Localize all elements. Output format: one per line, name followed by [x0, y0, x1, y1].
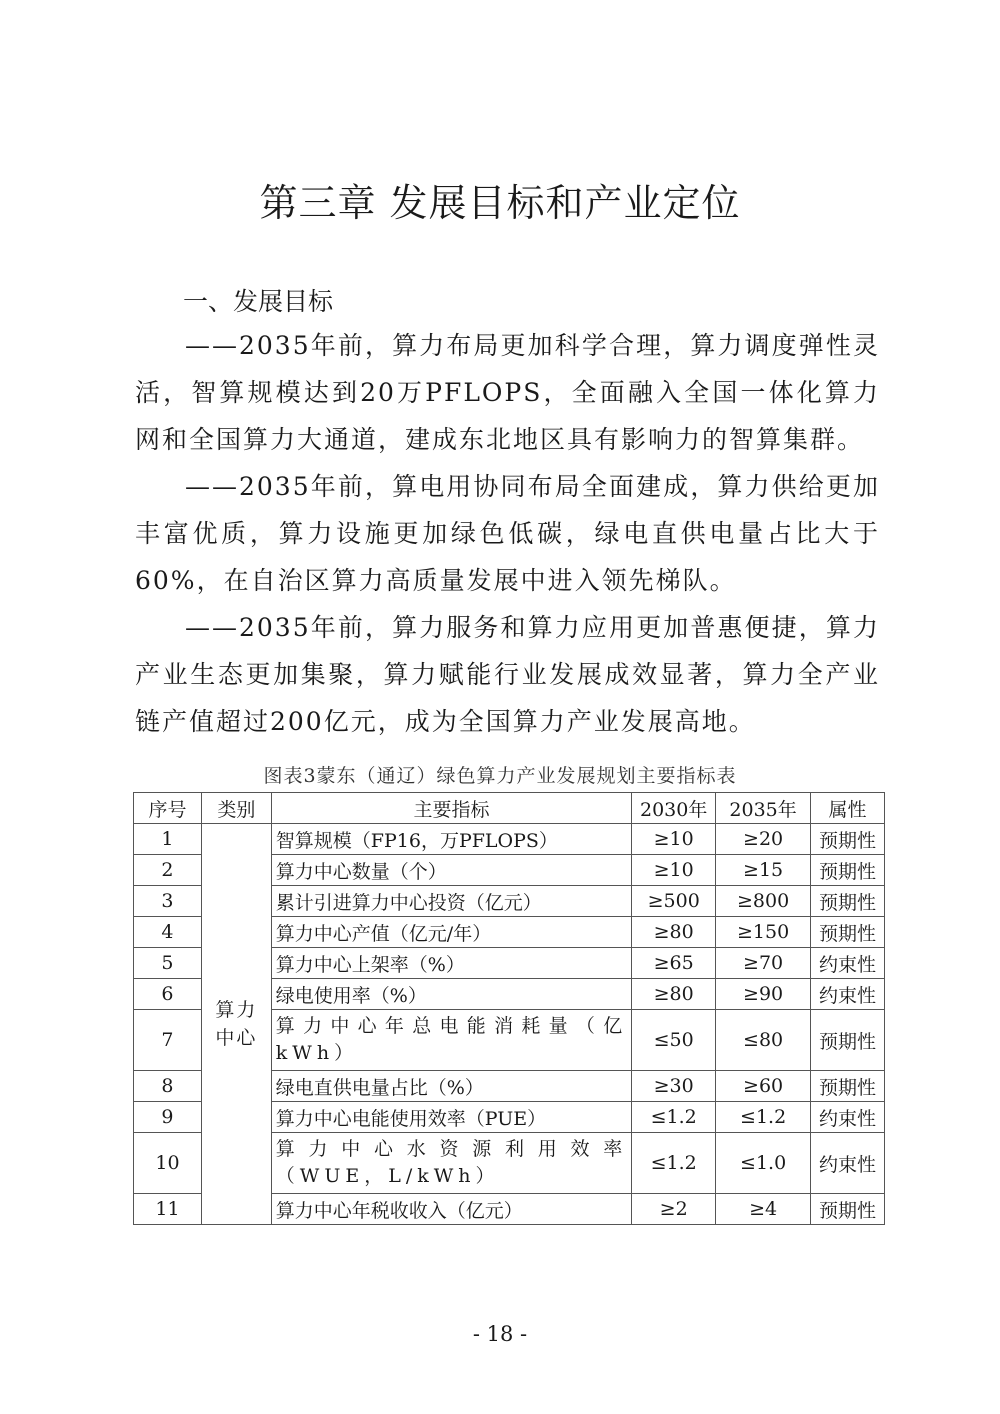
row-2030: ≤50 [632, 1010, 716, 1071]
row-attribute: 预期性 [811, 917, 885, 948]
row-no: 4 [134, 917, 202, 948]
table-header-row [134, 793, 885, 824]
row-2030: ≤1.2 [632, 1102, 716, 1133]
row-indicator: 算力中心数量（个） [271, 855, 631, 886]
category-line-1: 算力 [215, 999, 258, 1021]
header-indicator: 主要指标 [271, 793, 631, 824]
goal-paragraph-3: ——2035年前，算力服务和算力应用更加普惠便捷，算力产业生态更加集聚，算力赋能行业发展成效显著，算力全产业链产值超过200亿元，成为全国算力产业发展高地。 [135, 613, 880, 736]
row-no: 3 [134, 886, 202, 917]
goal-paragraph-1: ——2035年前，算力布局更加科学合理，算力调度弹性灵活，智算规模达到20万PFLOPS，全面融入全国一体化算力网和全国算力大通道，建成东北地区具有影响力的智算集群。 [135, 331, 880, 454]
row-attribute: 预期性 [811, 1194, 885, 1225]
indicators-table [133, 792, 885, 1225]
row-no: 2 [134, 855, 202, 886]
row-2035: ≤1.0 [716, 1133, 811, 1194]
row-no: 1 [134, 824, 202, 855]
row-indicator: 智算规模（FP16，万PFLOPS） [271, 824, 631, 855]
row-attribute: 预期性 [811, 886, 885, 917]
row-2030: ≥500 [632, 886, 716, 917]
row-attribute: 预期性 [811, 855, 885, 886]
goal-paragraph-2: ——2035年前，算电用协同布局全面建成，算力供给更加丰富优质，算力设施更加绿色低碳，绿电直供电量占比大于60%，在自治区算力高质量发展中进入领先梯队。 [135, 472, 880, 595]
row-attribute: 预期性 [811, 824, 885, 855]
row-attribute: 约束性 [811, 1102, 885, 1133]
row-2030: ≥10 [632, 855, 716, 886]
row-2035: ≤1.2 [716, 1102, 811, 1133]
header-2035: 2035年 [716, 793, 811, 824]
row-indicator: 算力中心上架率（%） [271, 948, 631, 979]
row-2035: ≥4 [716, 1194, 811, 1225]
category-line-2: 中心 [215, 1027, 258, 1049]
row-no: 7 [134, 1010, 202, 1071]
row-no: 6 [134, 979, 202, 1010]
row-no: 8 [134, 1071, 202, 1102]
category-cell [201, 824, 271, 1225]
chapter-title: 第三章 发展目标和产业定位 [259, 181, 741, 225]
section-heading: 一、发展目标 [183, 287, 334, 316]
row-2030: ≥65 [632, 948, 716, 979]
row-attribute: 约束性 [811, 1133, 885, 1194]
row-2030: ≥10 [632, 824, 716, 855]
header-attribute: 属性 [811, 793, 885, 824]
table-row [134, 824, 885, 855]
row-indicator: 算力中心产值（亿元/年） [271, 917, 631, 948]
row-indicator: 绿电使用率（%） [271, 979, 631, 1010]
row-no: 5 [134, 948, 202, 979]
row-2035: ≥15 [716, 855, 811, 886]
row-2035: ≥60 [716, 1071, 811, 1102]
row-2030: ≥30 [632, 1071, 716, 1102]
page-number: - 18 - [472, 1322, 528, 1346]
row-indicator: 累计引进算力中心投资（亿元） [271, 886, 631, 917]
row-2035: ≥90 [716, 979, 811, 1010]
header-no: 序号 [134, 793, 202, 824]
row-indicator: 算力中心年税收收入（亿元） [271, 1194, 631, 1225]
header-2030: 2030年 [632, 793, 716, 824]
row-2030: ≤1.2 [632, 1133, 716, 1194]
row-2030: ≥80 [632, 979, 716, 1010]
table-caption: 图表3蒙东（通辽）绿色算力产业发展规划主要指标表 [263, 765, 737, 787]
row-no: 9 [134, 1102, 202, 1133]
row-2035: ≥150 [716, 917, 811, 948]
row-no: 10 [134, 1133, 202, 1194]
row-2030: ≥80 [632, 917, 716, 948]
row-indicator: 算力中心电能使用效率（PUE） [271, 1102, 631, 1133]
row-attribute: 约束性 [811, 979, 885, 1010]
row-indicator: 算力中心年总电能消耗量（亿kWh） [271, 1010, 631, 1071]
row-2035: ≥800 [716, 886, 811, 917]
row-attribute: 预期性 [811, 1071, 885, 1102]
row-2035: ≥70 [716, 948, 811, 979]
row-indicator: 绿电直供电量占比（%） [271, 1071, 631, 1102]
row-indicator: 算力中心水资源利用效率（WUE，L/kWh） [271, 1133, 631, 1194]
row-attribute: 约束性 [811, 948, 885, 979]
row-attribute: 预期性 [811, 1010, 885, 1071]
row-no: 11 [134, 1194, 202, 1225]
row-2030: ≥2 [632, 1194, 716, 1225]
row-2035: ≤80 [716, 1010, 811, 1071]
header-category: 类别 [201, 793, 271, 824]
row-2035: ≥20 [716, 824, 811, 855]
